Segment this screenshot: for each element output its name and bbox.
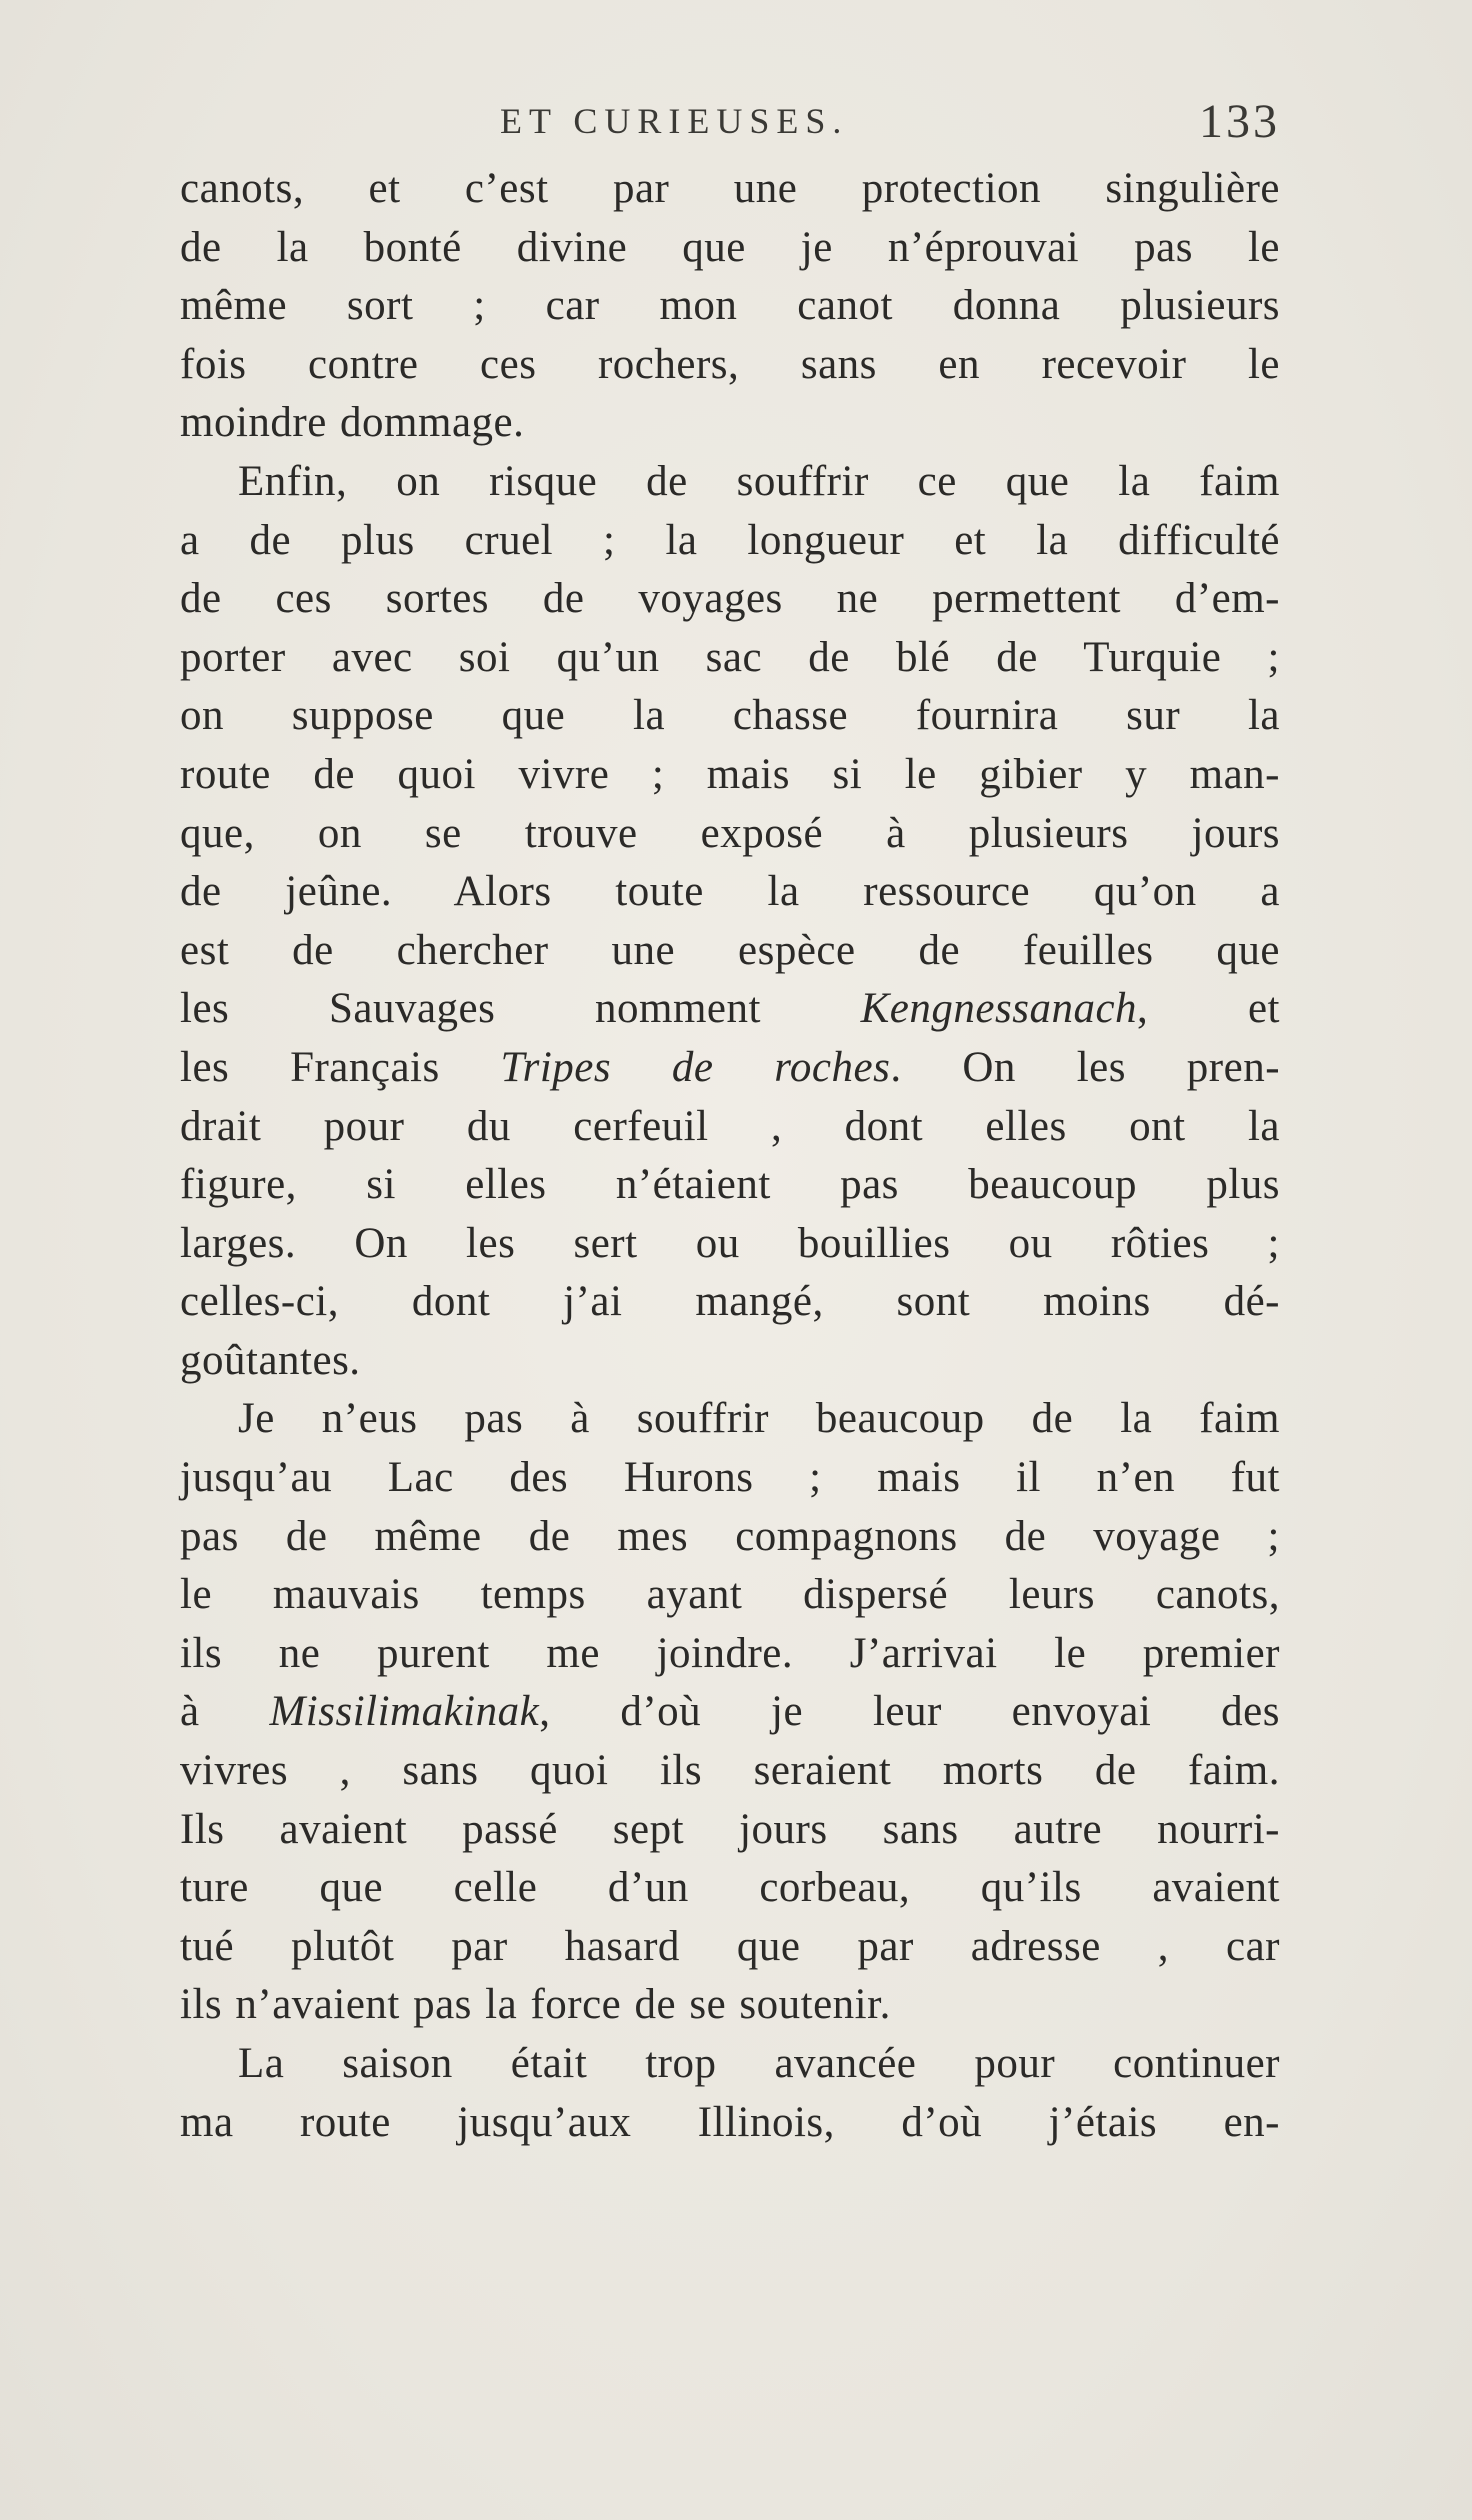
text-line: larges. On les sert ou bouillies ou rôties ;: [180, 1219, 1280, 1267]
text-span: à: [180, 1688, 270, 1736]
text-line: porter avec soi qu’un sac de blé de Turquie ;: [180, 633, 1280, 681]
text-line: Enfin, on risque de souffrir ce que la faim: [238, 457, 1280, 505]
text-line: de ces sortes de voyages ne permettent d’em-: [180, 575, 1280, 623]
text-line: La saison était trop avancée pour continuer: [238, 2040, 1280, 2087]
running-title: ET CURIEUSES.: [500, 101, 849, 141]
text-line: Ils avaient passé sept jours sans autre nourri-: [180, 1805, 1280, 1853]
text-line: ils ne purent me joindre. J’arrivai le premier: [180, 1629, 1280, 1677]
text-line: est de chercher une espèce de feuilles que: [180, 926, 1280, 974]
text-line: pas de même de mes compagnons de voyage ;: [180, 1512, 1280, 1560]
running-head: [180, 95, 1280, 160]
italic-term: Tripes de roches: [500, 1043, 891, 1091]
text-line: drait pour du cerfeuil , dont elles ont la: [180, 1102, 1280, 1150]
text-line: que, on se trouve exposé à plusieurs jours: [180, 809, 1280, 857]
text-line: [180, 1683, 1280, 1742]
page-number: 133: [1199, 95, 1280, 148]
text-line: tué plutôt par hasard que par adresse , car: [180, 1922, 1280, 1970]
text-line: Je n’eus pas à souffrir beaucoup de la faim: [238, 1395, 1280, 1443]
text-line: jusqu’au Lac des Hurons ; mais il n’en fut: [180, 1454, 1280, 1502]
text-line: on suppose que la chasse fournira sur la: [180, 692, 1280, 740]
text-span: , d’où je leur envoyai des: [539, 1688, 1280, 1736]
text-line: de jeûne. Alors toute la ressource qu’on a: [180, 868, 1280, 916]
text-span: les Sauvages nomment: [180, 985, 861, 1033]
text-line: même sort ; car mon canot donna plusieurs: [180, 282, 1280, 330]
text-line: [180, 980, 1280, 1039]
text-line: ma route jusqu’aux Illinois, d’où j’étais en-: [180, 2098, 1280, 2146]
text-line: fois contre ces rochers, sans en recevoir le: [180, 340, 1280, 388]
italic-term: Missilimakinak: [269, 1688, 540, 1736]
text-span: . On les pren-: [890, 1043, 1281, 1091]
text-span: les Français: [180, 1043, 501, 1091]
text-line: route de quoi vivre ; mais si le gibier y man-: [180, 750, 1280, 798]
text-line: [180, 1039, 1280, 1098]
text-line: de la bonté divine que je n’éprouvai pas le: [180, 223, 1280, 271]
text-line: vivres , sans quoi ils seraient morts de faim.: [180, 1747, 1280, 1795]
text-span: , et: [1137, 985, 1280, 1033]
text-line: a de plus cruel ; la longueur et la difficulté: [180, 516, 1280, 564]
text-line: le mauvais temps ayant dispersé leurs canots,: [180, 1571, 1280, 1619]
text-line: goûtantes.: [180, 1336, 361, 1384]
text-line: moindre dommage.: [180, 399, 525, 447]
text-line: ture que celle d’un corbeau, qu’ils avaient: [180, 1864, 1280, 1912]
text-line: celles-ci, dont j’ai mangé, sont moins dé-: [180, 1278, 1280, 1326]
text-line: canots, et c’est par une protection singulière: [180, 165, 1280, 212]
text-line: ils n’avaient pas la force de se soutenir.: [180, 1981, 891, 2029]
italic-term: Kengnessanach: [860, 985, 1138, 1033]
text-line: figure, si elles n’étaient pas beaucoup plus: [180, 1161, 1280, 1209]
body-text: [180, 160, 1280, 2152]
